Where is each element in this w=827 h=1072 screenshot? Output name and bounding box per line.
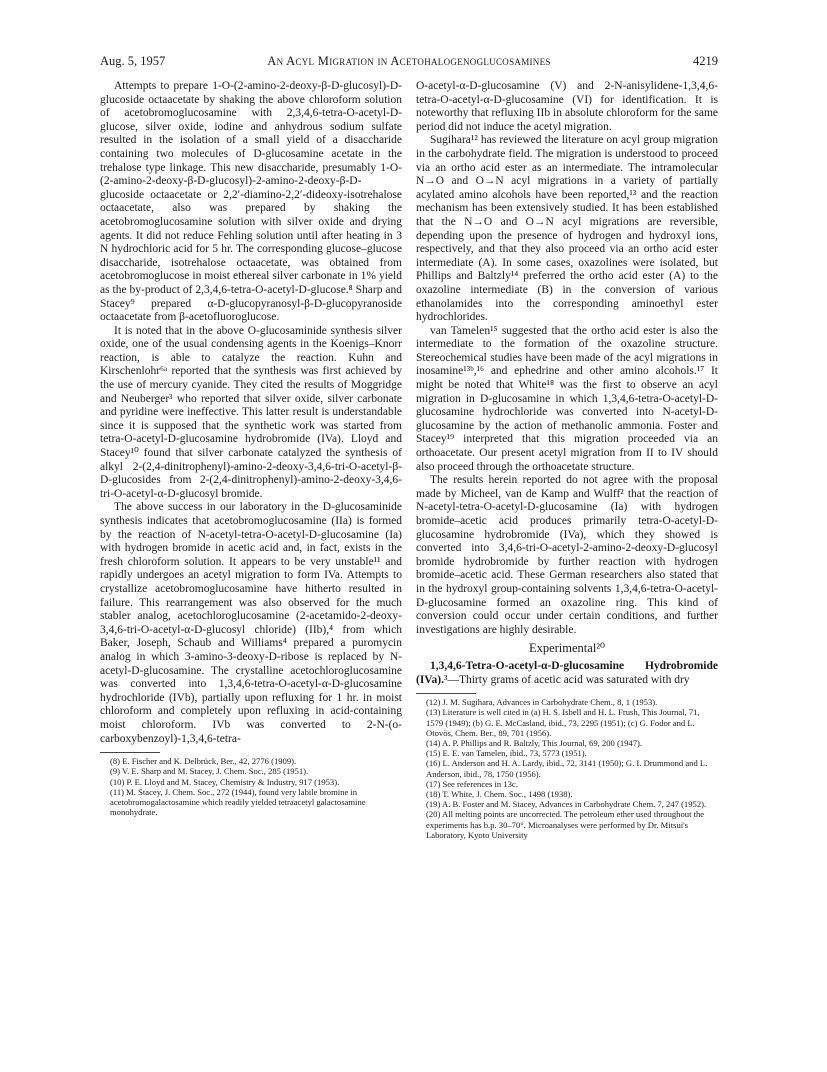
footnotes-left [100, 752, 402, 817]
footnote: (12) J. M. Sugihara, Advances in Carbohydrate Chem., 8, 1 (1953). [426, 697, 658, 708]
paragraph: It is noted that in the above O-glucosaminide synthesis silver oxide, one of the usual condensing agents in the Koenigs–Knorr reaction, is able to catalyze the reaction. Kuhn and Kirschenlohr⁶ᵃ reported that the synthesis was first achieved by the use of mercury cyanide. They cited the results of Moggridge and Neuberger³ who reported that silver oxide, silver carbonate and pyridine were ineffective. This latter result is understandable since it is supposed that the synthetic work was started from tetra-O-acetyl-D-glucosamine hydrobromide (IVa). Lloyd and Stacey¹⁰ found that silver carbonate catalyzed the synthesis of alkyl 2-(2,4-dinitrophenyl)-amino-2-deoxy-3,4,6-tri-O-acetyl-β-D-glucosides from 2-(2,4-dinitrophenyl)-amino-2-deoxy-3,4,6-tri-O-acetyl-α-D-glucosyl bromide. [100, 324, 402, 500]
experimental-title: 1,3,4,6-Tetra-O-acetyl-α-D-glucosamine Hydrobromide (IVa). [416, 659, 718, 686]
footnote: (15) E. E. van Tamelen, ibid., 73, 5773 (1951). [426, 748, 587, 759]
running-title: An Acyl Migration in Acetohalogenoglucosamines [267, 54, 551, 68]
experimental-heading: Experimental²⁰ [528, 641, 606, 656]
footnotes-right [416, 693, 718, 840]
paragraph: Attempts to prepare 1-O-(2-amino-2-deoxy-β-D-glucosyl)-D-glucoside octaacetate by shaking the above chloroform solution of acetobromoglucosamine with 2,3,4,6-tetra-O-acetyl-D-glucose, silver oxide, iodine and anhydrous sodium sulfate resulted in the isolation of a small yield of a disaccharide containing two molecules of D-glucosamine acetate in the trehalose type linkage. This new disaccharide, presumably 1-O-(2-amino-2-deoxy-β-D-glucosyl)-2-amino-2-deoxy-β-D-glucoside octaacetate or 2,2′-diamino-2,2′-dideoxy-isotrehalose octaacetate, also was prepared by shaking the acetobromoglucosamine solution with silver oxide and drying agents. It did not reduce Fehling solution until after heating in 3 N hydrochloric acid for 5 hr. The corresponding glucose–glucose disaccharide, isotrehalose octaacetate, was obtained from acetobromoglucose in moist ethereal silver carbonate in 1% yield as the by-product of 2,3,4,6-tetra-O-acetyl-D-glucose.⁸ Sharp and Stacey⁹ prepared α-D-glucopyranosyl-β-D-glucopyranoside octaacetate from β-acetofluoroglucose. [100, 80, 402, 324]
footnote: (20) All melting points are uncorrected. The petroleum ether used throughout the experiments has b.p. 30–70°. Microanalyses were performed by Dr. Mitsui's Laboratory, Kyoto University [426, 809, 705, 840]
footnote: (18) T. White, J. Chem. Soc., 1498 (1938). [426, 788, 573, 799]
page-header [100, 54, 718, 72]
header-date: Aug. 5, 1957 [100, 54, 166, 68]
paragraph: The results herein reported do not agree with the proposal made by Micheel, van de Kamp and Wulff² that the reaction of N-acetyl-tetra-O-acetyl-D-glucosamine (Ia) with hydrogen bromide–acetic acid produces primarily tetra-O-acetyl-D-glucosamine hydrobromide (IVa), which they showed is converted into 3,4,6-tri-O-acetyl-2-amino-2-deoxy-D-glucosyl bromide hydrobromide by further reaction with hydrogen bromide–acetic acid. These German researchers also stated that in the hydroxyl group-containing solvents 1,3,4,6-tetra-O-acetyl-D-glucosamine formed an oxazoline ring. This kind of conversion could occur under certain conditions, and further investigations are highly desirable. [416, 474, 718, 636]
footnote: (11) M. Stacey, J. Chem. Soc., 272 (1944), found very labile bromine in acetobromogalactosamine which readily yielded tetraacetyl galactosamine monohydrate. [110, 786, 366, 818]
paragraph: Sugihara¹² has reviewed the literature on acyl group migration in the carbohydrate field. The migration is understood to proceed via an ortho acid ester as an intermediate. The intramolecular N→O and O→N acyl migrations in a variety of partially acylated amino alcohols have been reported,¹³ and the reaction mechanism has been extensively studied. It has been established that the N→O and O→N acyl migrations are reversible, depending upon the presence of hydrogen and hydroxyl ions, respectively, and that they also proceed via an ortho acid ester intermediate (A). In some cases, oxazolines were isolated, but Phillips and Baltzly¹⁴ preferred the ortho acid ester (A) to the oxazoline intermediate (B) in the conversion of various ethanolamides into the corresponding aminoethyl ester hydrochlorides. [416, 134, 718, 324]
left-column [100, 80, 402, 817]
footnote: (9) V. E. Sharp and M. Stacey, J. Chem. Soc., 285 (1951). [110, 766, 309, 777]
paragraph: van Tamelen¹⁵ suggested that the ortho acid ester is also the intermediate to the formation of the oxazoline structure. Stereochemical studies have been made of the acyl migrations in inosamine¹³ᵇ,¹⁶ and ephedrine and other amino alcohols.¹⁷ It might be noted that White¹⁸ was the first to observe an acyl migration in D-glucosamine in which 1,3,4,6-tetra-O-acetyl-D-glucosamine hydrochloride was converted into N-acetyl-D-glucosamine by the action of methanolic ammonia. Foster and Stacey¹⁹ interpreted that this migration proceeded via an orthoacetate. Our present acetyl migration from II to IV should also proceed through the orthoacetate structure. [416, 324, 718, 473]
right-column [416, 80, 718, 840]
paragraph: The above success in our laboratory in the D-glucosaminide synthesis indicates that acetobromoglucosamine (IIa) is formed by the reaction of N-acetyl-tetra-O-acetyl-D-glucosamine (Ia) with hydrogen bromide in acetic acid and, in fact, exists in the fresh chloroform solution. It appears to be very unstable¹¹ and rapidly undergoes an acetyl migration to form IVa. Attempts to crystallize acetobromoglucosamine have hitherto resulted in failure. This rearrangement was also observed for the much stabler analog, acetochloroglucosamine (2-acetamido-2-deoxy-3,4,6-tri-O-acetyl-α-D-glucosyl chloride) (IIb),⁴ from which Baker, Joseph, Schaub and Williams⁴ prepared a puromycin analog in which 3-amino-3-deoxy-D-ribose is replaced by N-acetyl-D-glucosamine. The crystalline acetochloroglucosamine was converted into 1,3,4,6-tetra-O-acetyl-α-D-glucosamine hydrochloride (IVb), partially upon refluxing for 1 hr. in moist chloroform and completely upon refluxing in acid-containing moist chloroform. IVb was converted to 2-N-(o-carboxybenzoyl)-1,3,4,6-tetra- [100, 501, 402, 745]
footnote: (8) E. Fischer and K. Delbrück, Ber., 42, 2776 (1909). [110, 756, 297, 767]
footnote: (14) A. P. Phillips and R. Baltzly, This Journal, 69, 200 (1947). [426, 737, 643, 748]
footnote: (17) See references in 13c. [426, 778, 518, 789]
experimental-text: ³—Thirty grams of acetic acid was saturated with dry [444, 673, 690, 686]
page-number: 4219 [693, 54, 718, 68]
experimental-paragraph [416, 660, 718, 687]
footnote-rule [100, 752, 160, 753]
footnote-rule [416, 693, 476, 694]
footnote: (16) L. Anderson and H. A. Lardy, ibid., 72, 3141 (1950); G. I. Drummond and L. Anderson, ibid., 78, 1750 (1956). [426, 758, 708, 779]
footnote: (19) A. B. Foster and M. Stacey, Advances in Carbohydrate Chem. 7, 247 (1952). [426, 799, 707, 810]
paragraph: O-acetyl-α-D-glucosamine (V) and 2-N-anisylidene-1,3,4,6-tetra-O-acetyl-α-D-glucosamine (VI) for identification. It is noteworthy that refluxing IIb in absolute chloroform for the same period did not induce the acetyl migration. [416, 80, 718, 133]
footnote: (13) Literature is well cited in (a) H. S. Isbell and H. L. Frush, This Journal, 71, 1579 (1949); (b) G. E. McCasland, ibid., 73, 2295 (1951); (c) G. Fodor and L. Otovös, Chem. Ber., 89, 701 (1956). [426, 707, 700, 738]
footnote: (10) P. E. Lloyd and M. Stacey, Chemistry & Industry, 917 (1953). [110, 776, 340, 787]
